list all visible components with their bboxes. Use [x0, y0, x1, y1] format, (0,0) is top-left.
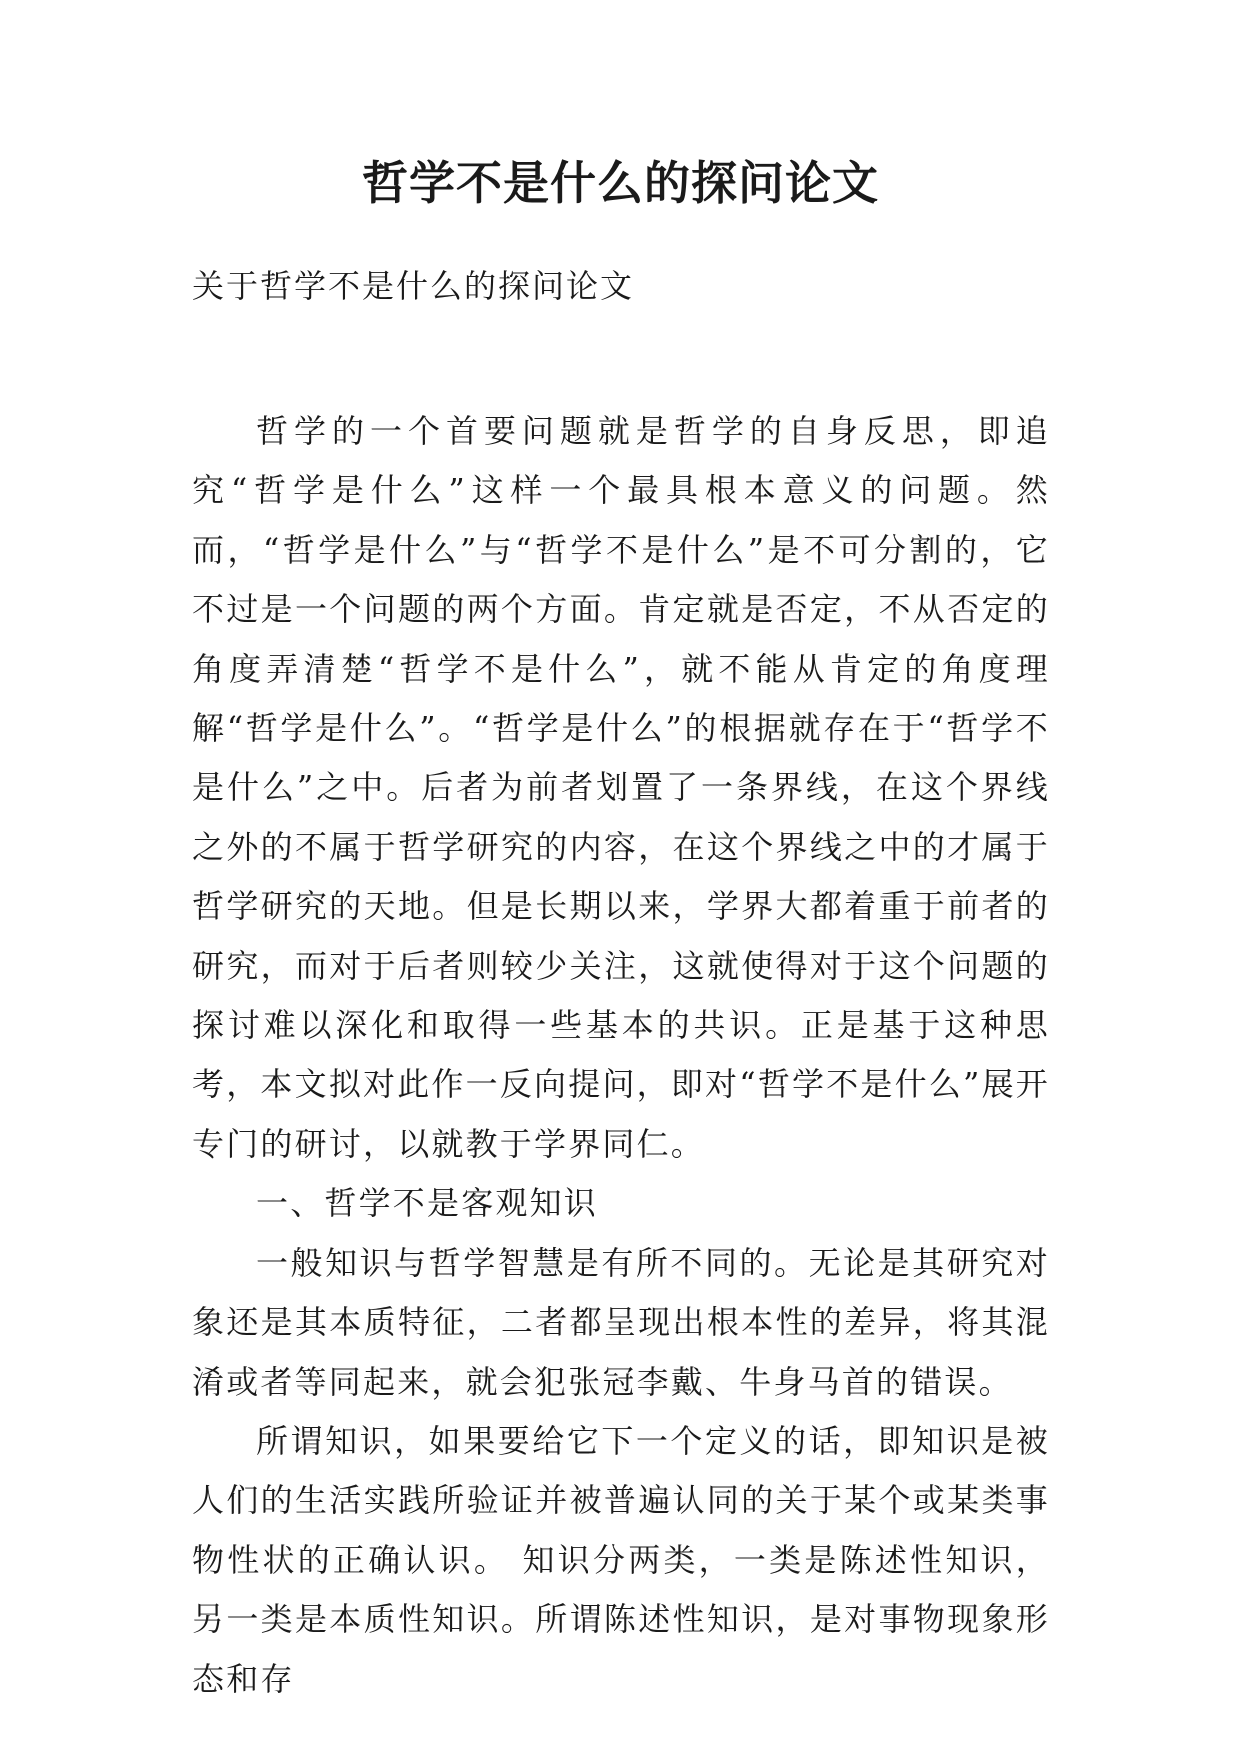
paragraph-knowledge-vs-wisdom: 一般知识与哲学智慧是有所不同的。无论是其研究对象还是其本质特征，二者都呈现出根本性的差异，将其混淆或者等同起来，就会犯张冠李戴、牛身马首的错误。: [192, 1243, 1050, 1401]
section-heading-1: 一、哲学不是客观知识: [256, 1184, 599, 1223]
document-subtitle: 关于哲学不是什么的探问论文: [192, 267, 635, 305]
document-body: [192, 402, 1050, 1709]
paragraph-intro: 哲学的一个首要问题就是哲学的自身反思，即追究“哲学是什么”这样一个最具根本意义的问题。然而，“哲学是什么”与“哲学不是什么”是不可分割的，它不过是一个问题的两个方面。肯定就是否定，不从否定的角度弄清楚“哲学不是什么”，就不能从肯定的角度理解“哲学是什么”。“哲学是什么”的根据就存在于“哲学不是什么”之中。后者为前者划置了一条界线，在这个界线之外的不属于哲学研究的内容，在这个界线之中的才属于哲学研究的天地。但是长期以来，学界大都着重于前者的研究，而对于后者则较少关注，这就使得对于这个问题的探讨难以深化和取得一些基本的共识。正是基于这种思考，本文拟对此作一反向提问，即对“哲学不是什么”展开专门的研讨，以就教于学界同仁。: [192, 412, 1050, 1163]
document-title: 哲学不是什么的探问论文: [362, 156, 879, 210]
paragraph-knowledge-definition: 所谓知识，如果要给它下一个定义的话，即知识是被人们的生活实践所验证并被普遍认同的关于某个或某类事物性状的正确认识。 知识分两类，一类是陈述性知识，另一类是本质性知识。所谓陈述性知识，是对事物现象形态和存: [192, 1421, 1050, 1698]
